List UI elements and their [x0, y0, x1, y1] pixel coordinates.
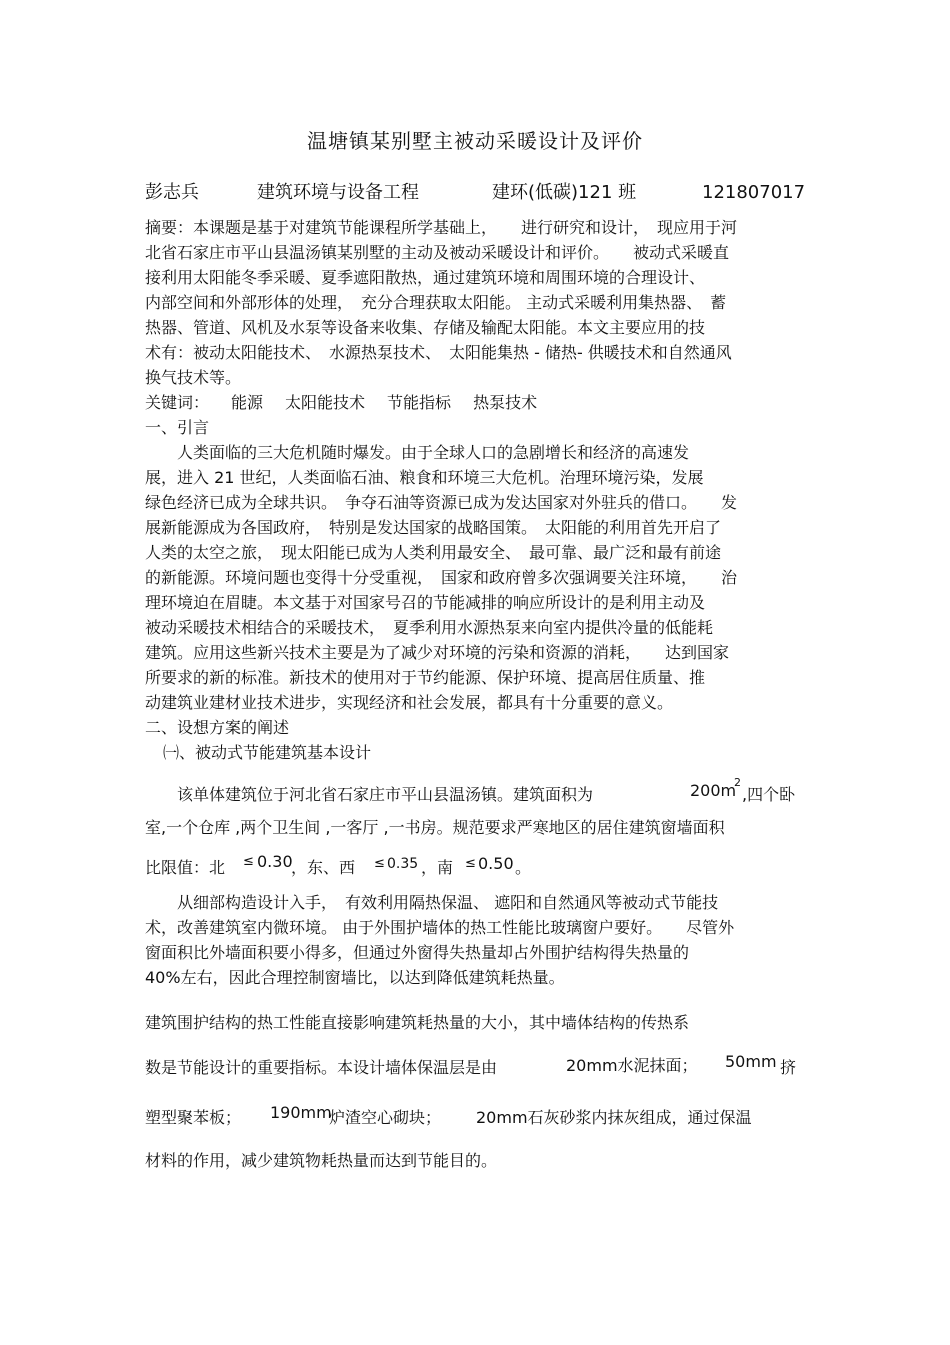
abstract-line: 术有：被动太阳能技术、 水源热泵技术、 太阳能集热 - 储热- 供暖技术和自然通风 [145, 343, 732, 362]
body-line: 建筑围护结构的热工性能直接影响建筑耗热量的大小，其中墙体结构的传热系 [145, 1013, 690, 1032]
body-line: 室,一个仓库 ,两个卫生间 ,一客厅 ,一书房。规范要求严寒地区的居住建筑窗墙面积 [145, 818, 725, 837]
student-id: 121807017 [702, 182, 806, 203]
body-line [145, 776, 842, 805]
body-line: 展新能源成为各国政府， 特别是发达国家的战略国策。 太阳能的利用首先开启了 [145, 518, 722, 537]
body-line: 人类的太空之旅， 现太阳能已成为人类利用最安全、 最可靠、最广泛和最有前途 [145, 543, 722, 562]
area-value: 200m [690, 781, 737, 800]
keyword: 能源 [231, 393, 264, 412]
text-run: 20mm石灰砂浆内抹灰组成，通过保温 [476, 1108, 752, 1127]
body-line: 的新能源。环境问题也变得十分受重视， 国家和政府曾多次强调要关注环境， 治 [145, 568, 738, 587]
abstract-line: 摘要：本课题是基于对建筑节能课程所学基础上， 进行研究和设计， 现应用于河 [145, 218, 738, 237]
body-line: 绿色经济已成为全球共识。 争夺石油等资源已成为发达国家对外驻兵的借口。 发 [145, 493, 738, 512]
class-name: 建环(低碳)121 班 [492, 182, 637, 203]
byline [145, 181, 810, 205]
ratio-east-west: 0.35 [387, 856, 419, 872]
body-line: 理环境迫在眉睫。本文基于对国家号召的节能减排的响应所设计的是利用主动及 [145, 593, 706, 612]
area-superscript: 2 [734, 776, 741, 789]
text-run: 20mm水泥抹面； [566, 1056, 698, 1075]
abstract-line: 北省石家庄市平山县温汤镇某别墅的主动及被动采暖设计和评价。 被动式采暖直 [145, 243, 730, 262]
text-run: 该单体建筑位于河北省石家庄市平山县温汤镇。建筑面积为 [177, 785, 594, 804]
body-line [145, 1052, 810, 1078]
text-run: 塑型聚苯板； [145, 1108, 242, 1127]
body-line: 从细部构造设计入手， 有效利用隔热保温、 遮阳和自然通风等被动式节能技 [177, 893, 719, 912]
text-run: 挤 [780, 1058, 797, 1077]
text-run: ，东、西 [291, 858, 356, 877]
text-run: 比限值：北 [145, 858, 226, 877]
keywords-line [145, 393, 810, 413]
body-line: 窗面积比外墙面积要小得多，但通过外窗得失热量却占外围护结构得失热量的 [145, 943, 690, 962]
text-run: 数是节能设计的重要指标。本设计墙体保温层是由 [145, 1058, 498, 1077]
body-line: 40%左右，因此合理控制窗墙比，以达到降低建筑耗热量。 [145, 968, 565, 987]
abstract-line: 内部空间和外部形体的处理， 充分合理获取太阳能。 主动式采暖利用集热器、 蓄 [145, 293, 727, 312]
body-line: 人类面临的三大危机随时爆发。由于全球人口的急剧增长和经济的高速发 [177, 443, 690, 462]
subsection-heading: ㈠、被动式节能建筑基本设计 [163, 743, 372, 762]
text-run: ,四个卧 [742, 785, 796, 804]
le-symbol: ≤ [243, 854, 254, 869]
document-title: 温塘镇某别墅主被动采暖设计及评价 [307, 129, 643, 153]
text-run: ，南 [421, 858, 454, 877]
section-heading: 一、引言 [145, 418, 210, 437]
thickness-value: 50mm [725, 1052, 777, 1071]
author-name: 彭志兵 [145, 182, 199, 203]
body-line: 术，改善建筑室内微环境。 由于外围护墙体的热工性能比玻璃窗户要好。 尽管外 [145, 918, 735, 937]
body-line: 材料的作用，减少建筑物耗热量而达到节能目的。 [145, 1151, 498, 1170]
body-line: 动建筑业建材业技术进步，实现经济和社会发展，都具有十分重要的意义。 [145, 693, 674, 712]
body-line: 所要求的新的标准。新技术的使用对于节约能源、保护环境、提高居住质量、推 [145, 668, 706, 687]
ratio-north: 0.30 [257, 852, 293, 871]
keyword: 热泵技术 [473, 393, 538, 412]
keyword: 太阳能技术 [285, 393, 366, 412]
body-line: 被动采暖技术相结合的采暖技术， 夏季利用水源热泵来向室内提供冷量的低能耗 [145, 618, 714, 637]
le-symbol: ≤ [465, 856, 476, 871]
abstract-line: 换气技术等。 [145, 368, 242, 387]
body-line: 展，进入 21 世纪，人类面临石油、粮食和环境三大危机。治理环境污染，发展 [145, 468, 704, 487]
le-symbol: ≤ [374, 856, 385, 871]
keywords-label: 关键词： [145, 393, 210, 412]
abstract-line: 接利用太阳能冬季采暖、夏季遮阳散热，通过建筑环境和周围环境的合理设计、 [145, 268, 706, 287]
abstract-line: 热器、管道、风机及水泵等设备来收集、存储及输配太阳能。本文主要应用的技 [145, 318, 706, 337]
body-line: 建筑。应用这些新兴技术主要是为了减少对环境的污染和资源的消耗， 达到国家 [145, 643, 730, 662]
major-name: 建筑环境与设备工程 [257, 182, 419, 203]
text-run: 。 [515, 858, 532, 877]
body-line [145, 852, 810, 878]
section-heading: 二、设想方案的阐述 [145, 718, 290, 737]
ratio-south: 0.50 [478, 854, 514, 873]
body-line [145, 1103, 810, 1128]
thickness-value: 190mm [270, 1103, 332, 1122]
keyword: 节能指标 [387, 393, 452, 412]
text-run: 炉渣空心砌块； [329, 1108, 442, 1127]
